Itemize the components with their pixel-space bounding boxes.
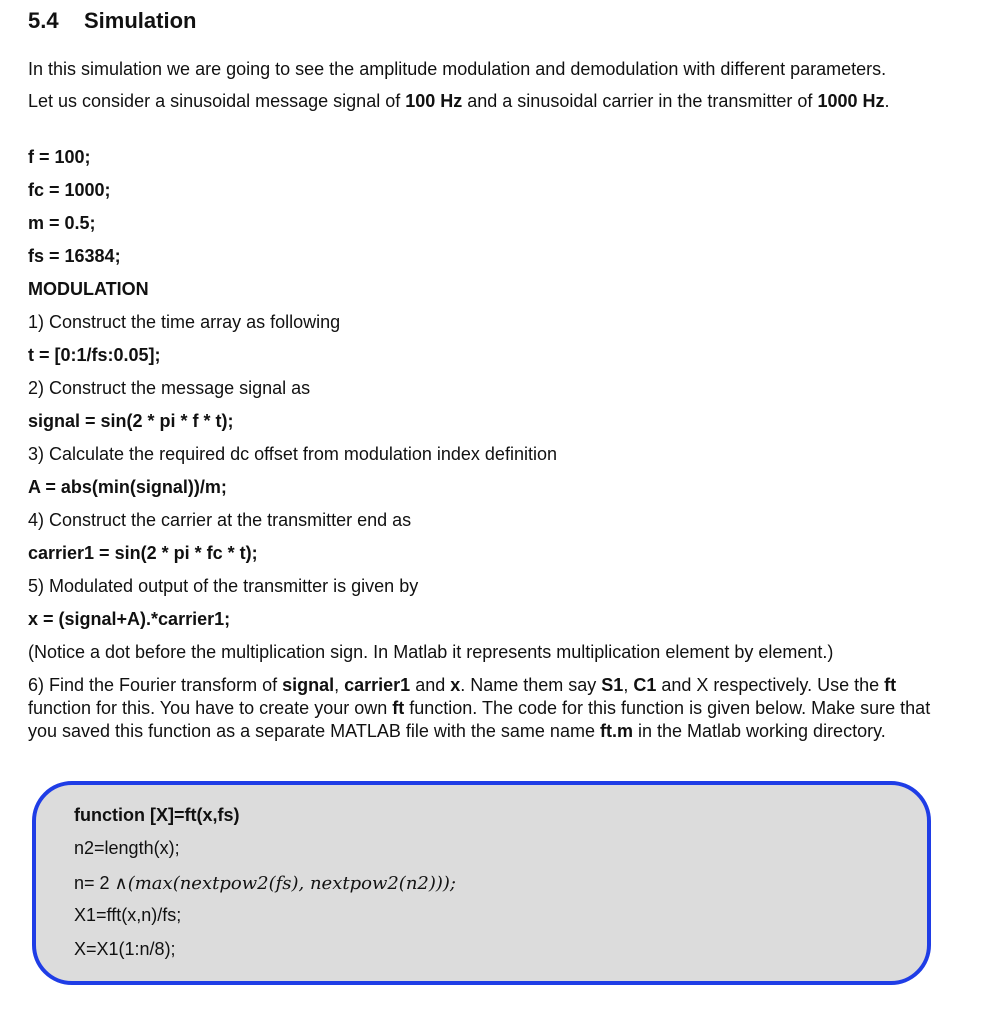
code-box xyxy=(32,781,931,985)
term-x: x xyxy=(450,675,461,695)
term-ft-m: ft.m xyxy=(599,721,633,741)
term-ft: ft xyxy=(392,698,405,718)
text-run: . Name them say xyxy=(460,675,602,695)
code-text-run: n= 2 ∧ xyxy=(74,873,128,893)
code-line-1: function [X]=ft(x,fs) xyxy=(74,805,240,825)
section-number: 5.4 xyxy=(28,8,59,33)
param-m: m = 0.5; xyxy=(28,213,96,233)
param-fs: fs = 16384; xyxy=(28,246,121,266)
term-carrier1: carrier1 xyxy=(344,675,411,695)
section-heading xyxy=(28,8,196,34)
step-2-code: signal = sin(2 * pi * f * t); xyxy=(28,411,234,431)
message-frequency: 100 Hz xyxy=(405,91,463,111)
text-run: and xyxy=(410,675,451,695)
text-run: Let us consider a sinusoidal message signal of xyxy=(28,91,406,111)
step-4-text: 4) Construct the carrier at the transmitter end as xyxy=(28,510,412,530)
intro-paragraph: In this simulation we are going to see the amplitude modulation and demodulation with different parameters. xyxy=(28,59,887,79)
param-fc: fc = 1000; xyxy=(28,180,111,200)
carrier-frequency: 1000 Hz xyxy=(817,91,885,111)
section-title: Simulation xyxy=(84,8,197,33)
modulation-heading: MODULATION xyxy=(28,279,149,299)
text-run: function. The code for this function is given below. Make sure that you saved this function as a separate MATLAB file with the same name xyxy=(28,698,931,741)
step-5-text: 5) Modulated output of the transmitter is given by xyxy=(28,576,419,596)
code-line-3 xyxy=(74,873,456,894)
math-expression: (max(nextpow2(fs), nextpow2(n2))); xyxy=(127,873,456,894)
text-run: 6) Find the Fourier transform of xyxy=(28,675,283,695)
step-4-code: carrier1 = sin(2 * pi * fc * t); xyxy=(28,543,258,563)
term-ft: ft xyxy=(884,675,897,695)
step-6-paragraph xyxy=(28,674,933,743)
text-run: , xyxy=(623,675,634,695)
term-s1: S1 xyxy=(601,675,624,695)
text-run: . xyxy=(884,91,890,111)
term-signal: signal xyxy=(282,675,335,695)
step-2-text: 2) Construct the message signal as xyxy=(28,378,311,398)
text-run: and X respectively. Use the xyxy=(656,675,885,695)
code-line-4: X1=fft(x,n)/fs; xyxy=(74,905,182,925)
step-1-code: t = [0:1/fs:0.05]; xyxy=(28,345,161,365)
step-3-text: 3) Calculate the required dc offset from modulation index definition xyxy=(28,444,557,464)
signal-description-paragraph xyxy=(28,90,933,113)
text-run: and a sinusoidal carrier in the transmitter of xyxy=(462,91,818,111)
text-run: in the Matlab working directory. xyxy=(632,721,886,741)
code-line-2: n2=length(x); xyxy=(74,838,180,858)
text-run: function for this. You have to create your own xyxy=(28,698,393,718)
code-line-5: X=X1(1:n/8); xyxy=(74,939,176,959)
step-5-code: x = (signal+A).*carrier1; xyxy=(28,609,231,629)
term-c1: C1 xyxy=(633,675,657,695)
step-1-text: 1) Construct the time array as following xyxy=(28,312,341,332)
text-run: , xyxy=(334,675,345,695)
param-f: f = 100; xyxy=(28,147,91,167)
notice-text: (Notice a dot before the multiplication sign. In Matlab it represents multiplication element by element.) xyxy=(28,642,834,662)
step-3-code: A = abs(min(signal))/m; xyxy=(28,477,227,497)
